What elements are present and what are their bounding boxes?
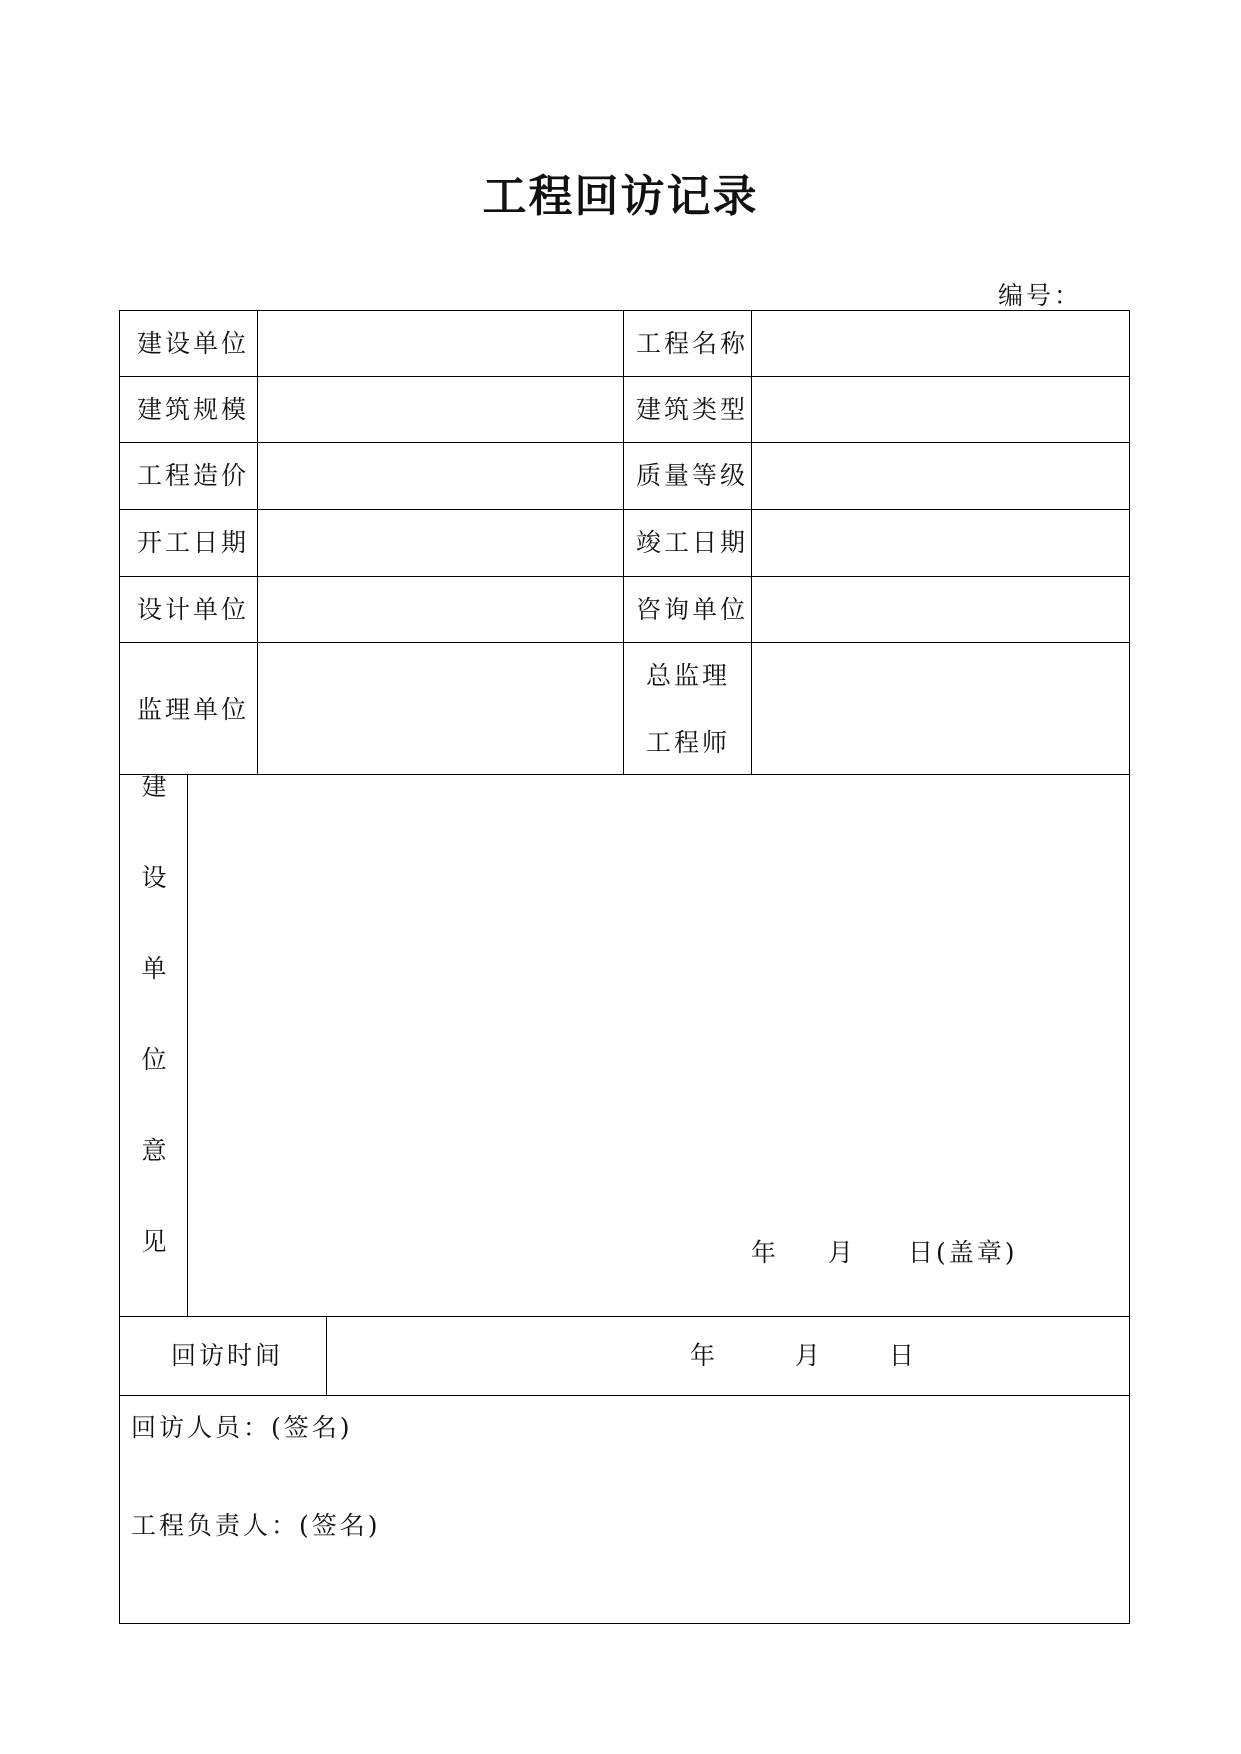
row-divider <box>119 376 1130 377</box>
label-project-cost: 工程造价 <box>137 461 250 490</box>
consulting-unit-field[interactable] <box>753 578 1128 641</box>
label-consulting-unit: 咨询单位 <box>636 595 749 624</box>
opinion-date-month: 月 <box>828 1238 857 1267</box>
label-project-name: 工程名称 <box>636 329 749 358</box>
quality-grade-field[interactable] <box>753 444 1128 508</box>
label-chief-supervisor-line2: 工程师 <box>645 728 730 757</box>
label-visit-time: 回访时间 <box>171 1341 284 1370</box>
opinion-date-year: 年 <box>751 1238 780 1267</box>
opinion-label-char: 建 <box>141 772 167 801</box>
label-start-date: 开工日期 <box>137 528 250 557</box>
owner-opinion-label <box>120 774 188 1254</box>
label-building-scale: 建筑规模 <box>137 395 250 424</box>
construction-unit-field[interactable] <box>259 312 622 375</box>
chief-supervisor-field[interactable] <box>753 644 1128 773</box>
row-divider <box>119 642 1130 643</box>
label-quality-grade: 质量等级 <box>636 461 749 490</box>
row-divider <box>119 774 1130 775</box>
opinion-label-char: 见 <box>141 1227 167 1256</box>
building-scale-field[interactable] <box>259 378 622 441</box>
visit-time-year: 年 <box>690 1341 719 1370</box>
label-building-type: 建筑类型 <box>636 395 749 424</box>
row-divider <box>119 576 1130 577</box>
label-construction-unit: 建设单位 <box>137 329 250 358</box>
design-unit-field[interactable] <box>259 578 622 641</box>
start-date-field[interactable] <box>259 511 622 575</box>
column-divider <box>623 310 624 774</box>
opinion-label-char: 意 <box>141 1136 167 1165</box>
owner-opinion-field[interactable] <box>189 776 1128 1236</box>
column-divider <box>257 310 258 774</box>
row-divider <box>119 442 1130 443</box>
manager-signature-label: 工程负责人：(签名) <box>131 1511 381 1540</box>
building-type-field[interactable] <box>753 378 1128 441</box>
label-chief-supervisor-line1: 总监理 <box>645 661 730 690</box>
opinion-label-char: 设 <box>141 863 167 892</box>
visitor-signature-label: 回访人员：(签名) <box>131 1413 353 1442</box>
opinion-label-char: 单 <box>141 954 167 983</box>
opinion-label-char: 位 <box>141 1045 167 1074</box>
supervision-unit-field[interactable] <box>259 644 622 773</box>
label-completion-date: 竣工日期 <box>636 528 749 557</box>
row-divider <box>119 509 1130 510</box>
label-design-unit: 设计单位 <box>137 595 250 624</box>
opinion-date-day-seal: 日(盖章) <box>908 1238 1018 1267</box>
serial-number-label: 编号： <box>998 281 1083 310</box>
signature-area[interactable] <box>121 1452 1128 1622</box>
visit-time-month: 月 <box>795 1341 824 1370</box>
visit-time-day: 日 <box>889 1341 918 1370</box>
visit-time-field[interactable] <box>328 1318 1128 1394</box>
completion-date-field[interactable] <box>753 511 1128 575</box>
column-divider <box>326 1316 327 1395</box>
project-cost-field[interactable] <box>259 444 622 508</box>
page-title: 工程回访记录 <box>482 171 759 222</box>
project-name-field[interactable] <box>753 312 1128 375</box>
column-divider <box>751 310 752 774</box>
row-divider <box>119 1316 1130 1317</box>
label-supervision-unit: 监理单位 <box>137 695 250 724</box>
row-divider <box>119 1395 1130 1396</box>
